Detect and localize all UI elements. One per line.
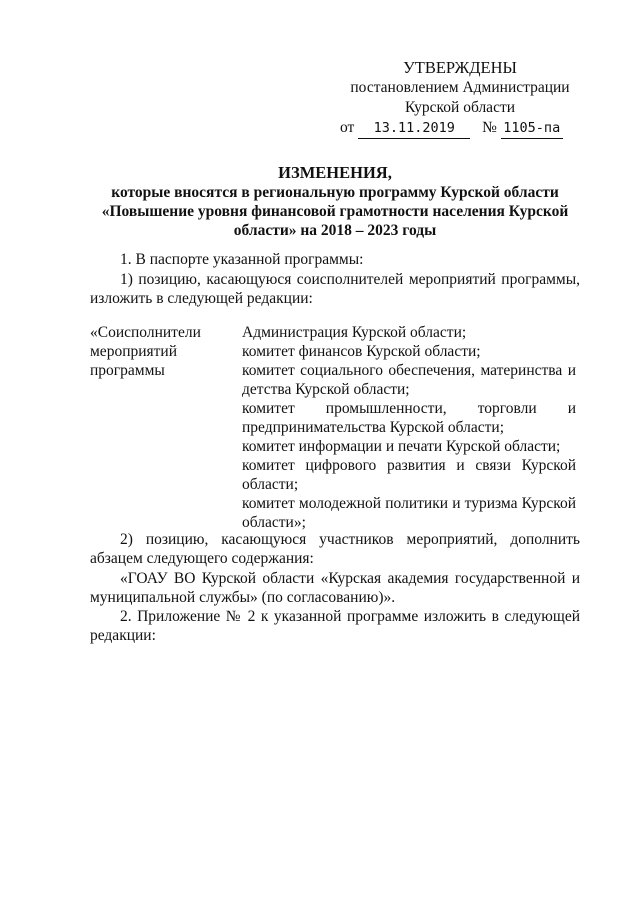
approval-heading: УТВЕРЖДЕНЫ [403,58,517,77]
label-line-3: программы [90,362,165,379]
label-line-2: мероприятий [90,343,178,360]
executors-list [242,323,576,532]
paragraph-2: 1) позицию, касающуюся соисполнителей мероприятий программы, изложить в следующей редакции: [90,271,580,307]
approval-date: 13.11.2019 [358,118,470,139]
executors-label [90,323,230,380]
approval-stamp [340,58,580,139]
paragraph-3: 2) позицию, касающуюся участников мероприятий, дополнить абзацем следующего содержания: [90,531,580,567]
approval-line-1: постановлением Администрации [350,79,570,96]
subtitle-line-2: «Повышение уровня финансовой грамотности населения Курской [101,203,569,220]
executor-item: комитет молодежной политики и туризма Курской области»; [242,495,576,531]
executor-item: комитет социального обеспечения, материнства и детства Курской области; [242,362,576,398]
executor-item: комитет промышленности, торговли и предпринимательства Курской области; [242,400,576,436]
approval-date-line [340,118,580,139]
executor-item: комитет информации и печати Курской области; [242,438,561,455]
date-from-label: от [340,119,355,136]
executor-item: комитет цифрового развития и связи Курской области; [242,457,576,493]
executor-item: Администрация Курской области; [242,324,467,341]
paragraph-1: 1. В паспорте указанной программы: [120,251,364,268]
subtitle-line-3: области» на 2018 – 2023 годы [233,222,437,239]
paragraph-4: «ГОАУ ВО Курской области «Курская академия государственной и муниципальной службы» (по согласованию)». [90,570,580,606]
approval-line-2: Курской области [404,99,516,116]
paragraph-5: 2. Приложение № 2 к указанной программе изложить в следующей редакции: [90,608,580,644]
document-subtitle [90,183,580,240]
subtitle-line-1: которые вносятся в региональную программу Курской области [111,184,559,201]
label-line-1: «Соисполнители [90,324,201,341]
executor-item: комитет финансов Курской области; [242,343,481,360]
number-label: № [482,119,497,136]
document-title: ИЗМЕНЕНИЯ, [278,163,392,182]
approval-number: 1105-па [501,118,563,139]
